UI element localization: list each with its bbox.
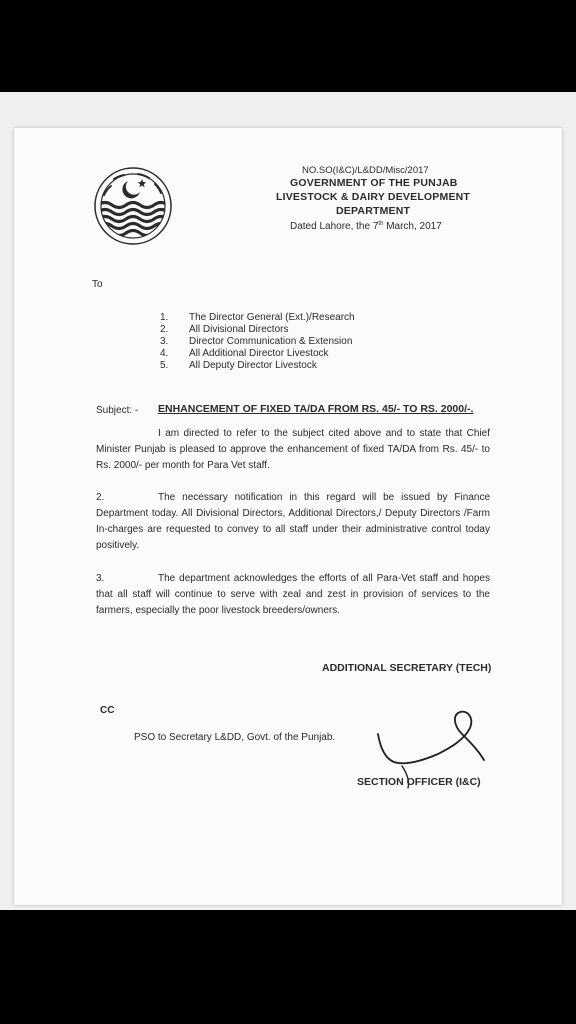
- header-line-department-word: DEPARTMENT: [336, 205, 411, 217]
- addressee-item: All Deputy Director Livestock: [189, 360, 317, 371]
- cc-label: CC: [100, 705, 115, 716]
- addressee-item: All Divisional Directors: [189, 324, 289, 335]
- subject-label: Subject: -: [96, 405, 139, 416]
- to-label: To: [92, 279, 103, 290]
- addressee-number: 5.: [160, 360, 169, 371]
- signatory-additional-secretary: ADDITIONAL SECRETARY (TECH): [322, 662, 492, 674]
- body-paragraph-3: 3. The department acknowledges the efforts of all Para-Vet staff and hopes that all staff will continue to serve with zeal and zest in provision of services to the farmers, especially the poor livestock breeders/owners.: [96, 573, 490, 616]
- letter-date: Dated Lahore, the 7th March, 2017: [290, 221, 442, 232]
- signatory-section-officer: SECTION OFFICER (I&C): [357, 776, 481, 788]
- addressee-number: 4.: [160, 348, 169, 359]
- addressee-number: 1.: [160, 312, 169, 323]
- addressee-item: The Director General (Ext.)/Research: [189, 312, 355, 323]
- body-paragraph-1: I am directed to refer to the subject cited above and to state that Chief Minister Punjab is pleased to approve the enhancement of fixed TA/DA from Rs. 45/- to Rs. 2000/- per month for Para Vet staff.: [96, 428, 490, 471]
- header-line-department: LIVESTOCK & DAIRY DEVELOPMENT: [276, 191, 471, 203]
- subject-line: ENHANCEMENT OF FIXED TA/DA FROM RS. 45/- TO RS. 2000/-.: [158, 403, 474, 415]
- addressee-item: All Additional Director Livestock: [189, 348, 329, 359]
- header-line-government: GOVERNMENT OF THE PUNJAB: [290, 177, 458, 189]
- letter-reference-number: NO.SO(I&C)/L&DD/Misc/2017: [302, 165, 429, 176]
- cc-recipient: PSO to Secretary L&DD, Govt. of the Punjab.: [134, 732, 336, 743]
- punjab-government-logo-icon: [92, 165, 174, 247]
- addressee-item: Director Communication & Extension: [189, 336, 353, 347]
- addressee-number: 2.: [160, 324, 169, 335]
- body-paragraph-2: 2. The necessary notification in this regard will be issued by Finance Department today. All Divisional Directors, Additional Directors,/ Deputy Directors /Farm In-charges are requested to convey to all staff under their administrative control today positively.: [96, 492, 490, 551]
- addressee-number: 3.: [160, 336, 169, 347]
